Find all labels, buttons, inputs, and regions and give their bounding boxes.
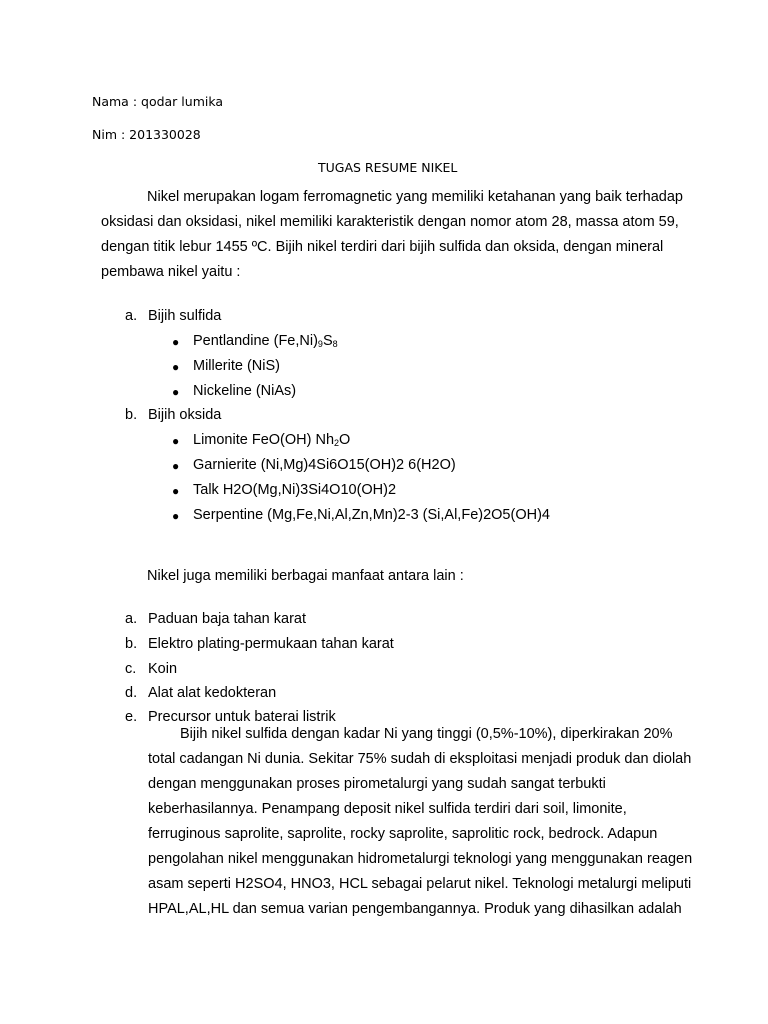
list-item: Millerite (NiS) xyxy=(193,358,280,374)
list-marker: d. xyxy=(125,685,138,701)
paragraph-line: asam seperti H2SO4, HNO3, HCL sebagai pelarut nikel. Teknologi metalurgi meliputi xyxy=(148,876,692,892)
benefit-item: Koin xyxy=(148,661,178,677)
list-item: Serpentine (Mg,Fe,Ni,Al,Zn,Mn)2-3 (Si,Al,Fe)2O5(OH)4 xyxy=(193,507,550,523)
list-marker: e. xyxy=(125,709,138,725)
paragraph-line: dengan menggunakan proses pirometalurgi yang sudah sangat terbukti xyxy=(148,776,606,792)
ore-category-label: Bijih sulfida xyxy=(148,308,222,324)
benefit-item: Elektro plating-permukaan tahan karat xyxy=(148,636,394,652)
paragraph-line: HPAL,AL,HL dan semua varian pengembangannya. Produk yang dihasilkan adalah xyxy=(148,901,682,917)
bullet-icon: ● xyxy=(172,509,180,523)
bullet-icon: ● xyxy=(172,335,180,349)
list-item: Nickeline (NiAs) xyxy=(193,383,297,399)
benefit-item: Alat alat kedokteran xyxy=(148,685,277,701)
intro-line: pembawa nikel yaitu : xyxy=(101,264,241,280)
document-title: TUGAS RESUME NIKEL xyxy=(318,160,458,175)
paragraph-line: ferruginous saprolite, saprolite, rocky saprolite, saprolitic rock, bedrock. Adapun xyxy=(148,826,658,842)
benefit-item: Paduan baja tahan karat xyxy=(148,611,307,627)
list-marker: b. xyxy=(125,407,138,423)
paragraph-line: pengolahan nikel menggunakan hidrometalurgi teknologi yang menggunakan reagen xyxy=(148,851,693,867)
list-item: Pentlandine $(Fe,Ni)_9S_8$ xyxy=(193,333,338,349)
list-item: Talk H2O(Mg,Ni)3Si4O10(OH)2 xyxy=(193,482,397,498)
intro-line: Nikel merupakan logam ferromagnetic yang memiliki ketahanan yang baik terhadap xyxy=(147,189,683,205)
benefits-intro: Nikel juga memiliki berbagai manfaat antara lain : xyxy=(147,568,464,584)
ore-category-label: Bijih oksida xyxy=(148,407,222,423)
student-name: Nama : qodar lumika xyxy=(92,94,224,109)
list-item: Limonite FeO(OH) $Nh_2O$ xyxy=(193,432,351,448)
list-item: Garnierite (Ni,Mg)4Si6O15(OH)2 6(H2O) xyxy=(193,457,456,473)
list-marker: c. xyxy=(125,661,137,677)
list-marker: b. xyxy=(125,636,138,652)
bullet-icon: ● xyxy=(172,459,180,473)
intro-line: oksidasi dan oksidasi, nikel memiliki karakteristik dengan nomor atom 28, massa atom 59, xyxy=(101,214,679,230)
bullet-icon: ● xyxy=(172,385,180,399)
bullet-icon: ● xyxy=(172,360,180,374)
paragraph-line: Bijih nikel sulfida dengan kadar Ni yang tinggi (0,5%-10%), diperkirakan 20% xyxy=(180,726,673,742)
benefit-item: Precursor untuk baterai listrik xyxy=(148,709,336,725)
bullet-icon: ● xyxy=(172,484,180,498)
list-marker: a. xyxy=(125,611,138,627)
paragraph-line: keberhasilannya. Penampang deposit nikel sulfida terdiri dari soil, limonite, xyxy=(148,801,627,817)
intro-line: dengan titik lebur 1455 ºC. Bijih nikel terdiri dari bijih sulfida dan oksida, dengan mineral xyxy=(101,239,664,255)
paragraph-line: total cadangan Ni dunia. Sekitar 75% sudah di eksploitasi menjadi produk dan diolah xyxy=(148,751,692,767)
student-nim: Nim : 201330028 xyxy=(92,127,201,142)
bullet-icon: ● xyxy=(172,434,180,448)
list-marker: a. xyxy=(125,308,138,324)
